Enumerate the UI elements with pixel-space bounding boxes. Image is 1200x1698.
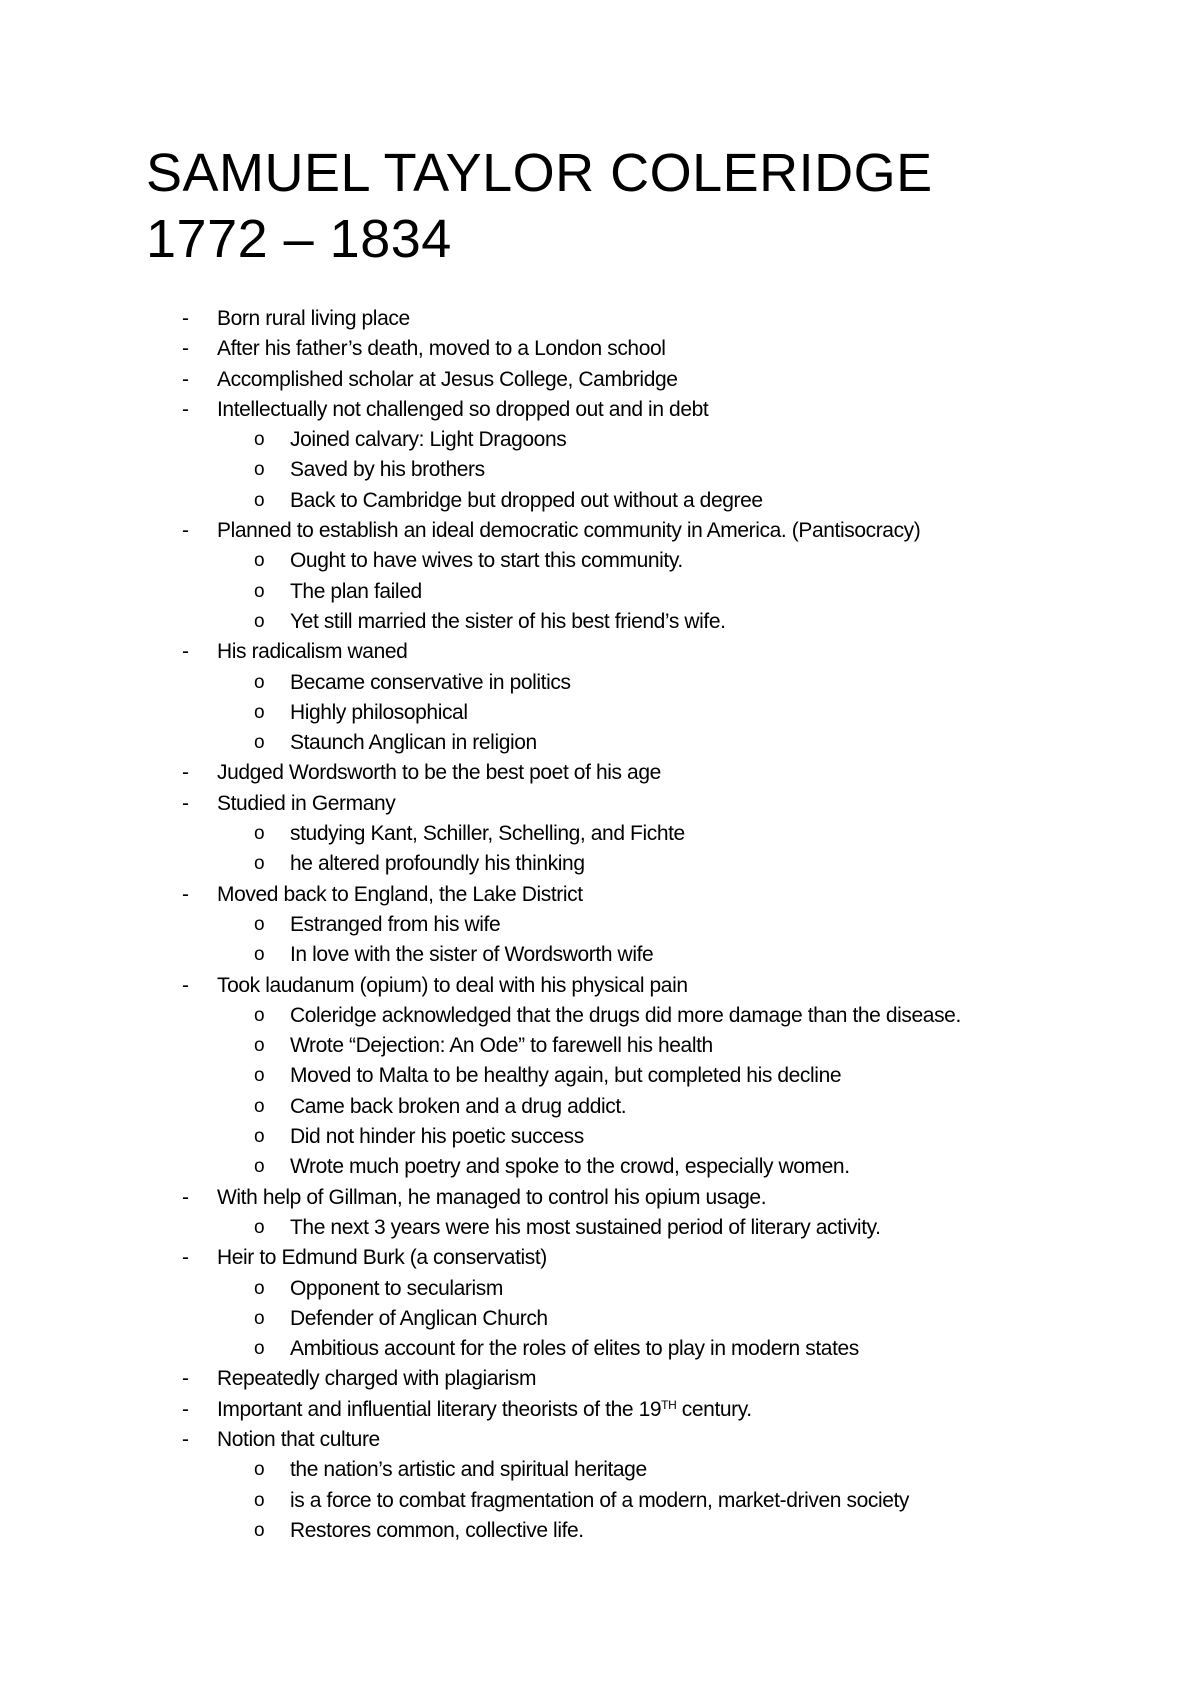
list-item: [0, 334, 1200, 364]
sub-list-item: [0, 1152, 1200, 1182]
circle-bullet-icon: o: [254, 732, 265, 754]
list-item-text: [290, 1122, 584, 1152]
list-item-text: [290, 1031, 713, 1061]
list-item: [0, 1395, 1200, 1425]
item-text: In love with the sister of Wordsworth wife: [290, 943, 654, 967]
circle-bullet-icon: o: [254, 701, 265, 723]
list-item-text: [290, 1304, 548, 1334]
dash-bullet-icon: -: [182, 1367, 189, 1391]
item-text: studying Kant, Schiller, Schelling, and Fichte: [290, 822, 685, 846]
list-item-text: [290, 1334, 859, 1364]
item-text: Opponent to secularism: [290, 1276, 503, 1300]
circle-bullet-icon: o: [254, 853, 265, 875]
dash-bullet-icon: -: [182, 973, 189, 997]
list-item-text: [217, 789, 395, 819]
circle-bullet-icon: o: [254, 489, 265, 511]
item-text: Ambitious account for the roles of elites to play in modern states: [290, 1337, 859, 1361]
sub-list-item: [0, 1486, 1200, 1516]
bullet-list: [0, 304, 1200, 1546]
list-item-text: [290, 728, 537, 758]
item-text: Repeatedly charged with plagiarism: [217, 1367, 537, 1391]
sub-list-item: [0, 1455, 1200, 1485]
list-item-text: [290, 940, 653, 970]
circle-bullet-icon: o: [254, 1307, 265, 1329]
circle-bullet-icon: o: [254, 1216, 265, 1238]
circle-bullet-icon: o: [254, 459, 265, 481]
sub-list-item: [0, 940, 1200, 970]
list-item-text: [290, 546, 683, 576]
item-text: Wrote much poetry and spoke to the crowd, especially women.: [290, 1155, 850, 1179]
list-item-text: [290, 1274, 503, 1304]
list-item-text: [217, 304, 410, 334]
sub-list-item: [0, 455, 1200, 485]
item-text: Wrote “Dejection: An Ode” to farewell his health: [290, 1034, 713, 1058]
dash-bullet-icon: -: [182, 1427, 189, 1451]
item-text: His radicalism waned: [217, 640, 408, 664]
sub-list-item: [0, 849, 1200, 879]
circle-bullet-icon: o: [254, 944, 265, 966]
list-item-text: [290, 698, 468, 728]
item-text: the nation’s artistic and spiritual heritage: [290, 1458, 647, 1482]
title-name: SAMUEL TAYLOR COLERIDGE: [146, 143, 933, 203]
sub-list-item: [0, 1092, 1200, 1122]
list-item: [0, 1243, 1200, 1273]
sub-list-item: [0, 1061, 1200, 1091]
item-text: Became conservative in politics: [290, 670, 571, 694]
item-text: Did not hinder his poetic success: [290, 1125, 584, 1149]
dash-bullet-icon: -: [182, 367, 189, 391]
list-item-text: [217, 1183, 766, 1213]
dash-bullet-icon: -: [182, 761, 189, 785]
list-item-text: [217, 365, 678, 395]
circle-bullet-icon: o: [254, 1519, 265, 1541]
list-item: [0, 1364, 1200, 1394]
list-item-text: [290, 849, 585, 879]
list-item-text: [290, 425, 566, 455]
list-item: [0, 304, 1200, 334]
item-text: After his father’s death, moved to a London school: [217, 337, 666, 361]
list-item-text: [290, 577, 422, 607]
list-item-text: [217, 637, 407, 667]
sub-list-item: [0, 728, 1200, 758]
list-item-text: [217, 1395, 752, 1425]
sub-list-item: [0, 546, 1200, 576]
dash-bullet-icon: -: [182, 882, 189, 906]
circle-bullet-icon: o: [254, 610, 265, 632]
list-item-text: [290, 819, 685, 849]
item-text: Notion that culture: [217, 1427, 380, 1451]
sub-list-item: [0, 1001, 1200, 1031]
list-item-text: [290, 1516, 584, 1546]
dash-bullet-icon: -: [182, 791, 189, 815]
item-text: Intellectually not challenged so dropped out and in debt: [217, 397, 709, 421]
title-years: 1772 – 1834: [146, 209, 452, 269]
dash-bullet-icon: -: [182, 519, 189, 543]
list-item: [0, 395, 1200, 425]
item-text: Estranged from his wife: [290, 912, 501, 936]
item-text: is a force to combat fragmentation of a modern, market-driven society: [290, 1488, 910, 1512]
item-text: Restores common, collective life.: [290, 1518, 584, 1542]
item-text: Heir to Edmund Burk (a conservatist): [217, 1246, 547, 1270]
sub-list-item: [0, 1213, 1200, 1243]
circle-bullet-icon: o: [254, 1277, 265, 1299]
list-item: [0, 880, 1200, 910]
sub-list-item: [0, 1304, 1200, 1334]
circle-bullet-icon: o: [254, 429, 265, 451]
sub-list-item: [0, 1334, 1200, 1364]
circle-bullet-icon: o: [254, 1459, 265, 1481]
list-item-text: [217, 516, 920, 546]
sub-list-item: [0, 486, 1200, 516]
list-item: [0, 971, 1200, 1001]
list-item: [0, 365, 1200, 395]
circle-bullet-icon: o: [254, 913, 265, 935]
item-text: Saved by his brothers: [290, 458, 485, 482]
circle-bullet-icon: o: [254, 1156, 265, 1178]
item-text: The plan failed: [290, 579, 422, 603]
item-text: Planned to establish an ideal democratic community in America. (Pantisocracy): [217, 519, 921, 543]
item-text: Highly philosophical: [290, 700, 468, 724]
list-item: [0, 758, 1200, 788]
circle-bullet-icon: o: [254, 580, 265, 602]
sub-list-item: [0, 607, 1200, 637]
circle-bullet-icon: o: [254, 1489, 265, 1511]
list-item-text: [217, 1425, 380, 1455]
circle-bullet-icon: o: [254, 1126, 265, 1148]
sub-list-item: [0, 910, 1200, 940]
list-item-text: [217, 880, 583, 910]
list-item-text: [217, 1364, 536, 1394]
item-text: Took laudanum (opium) to deal with his physical pain: [217, 973, 688, 997]
sub-list-item: [0, 698, 1200, 728]
circle-bullet-icon: o: [254, 1095, 265, 1117]
item-text: Came back broken and a drug addict.: [290, 1094, 627, 1118]
list-item-text: [217, 758, 661, 788]
list-item-text: [290, 455, 485, 485]
list-item-text: [290, 607, 726, 637]
item-text: Born rural living place: [217, 307, 410, 330]
list-item-text: [290, 1092, 626, 1122]
sub-list-item: [0, 577, 1200, 607]
list-item-text: [217, 395, 708, 425]
circle-bullet-icon: o: [254, 1065, 265, 1087]
list-item: [0, 789, 1200, 819]
document-title: [146, 140, 933, 272]
circle-bullet-icon: o: [254, 823, 265, 845]
item-text: Moved to Malta to be healthy again, but completed his decline: [290, 1064, 842, 1088]
circle-bullet-icon: o: [254, 1338, 265, 1360]
dash-bullet-icon: -: [182, 640, 189, 664]
list-item-text: [217, 1243, 547, 1273]
list-item-text: [290, 486, 763, 516]
list-item-text: [290, 1001, 961, 1031]
list-item-text: [290, 1152, 850, 1182]
list-item-text: [217, 971, 688, 1001]
item-text: Coleridge acknowledged that the drugs did more damage than the disease.: [290, 1003, 961, 1027]
dash-bullet-icon: -: [182, 307, 189, 330]
list-item: [0, 1425, 1200, 1455]
item-text-continued: century.: [676, 1397, 752, 1421]
item-text: Defender of Anglican Church: [290, 1306, 548, 1330]
list-item: [0, 637, 1200, 667]
dash-bullet-icon: -: [182, 337, 189, 361]
circle-bullet-icon: o: [254, 550, 265, 572]
item-text: he altered profoundly his thinking: [290, 852, 585, 876]
circle-bullet-icon: o: [254, 671, 265, 693]
superscript: TH: [661, 1397, 677, 1412]
item-text: Important and influential literary theorists of the 19: [217, 1397, 662, 1421]
sub-list-item: [0, 668, 1200, 698]
sub-list-item: [0, 819, 1200, 849]
item-text: With help of Gillman, he managed to control his opium usage.: [217, 1185, 767, 1209]
list-item-text: [290, 1486, 909, 1516]
list-item-text: [290, 1061, 841, 1091]
item-text: Judged Wordsworth to be the best poet of his age: [217, 761, 661, 785]
item-text: Studied in Germany: [217, 791, 396, 815]
list-item-text: [217, 334, 666, 364]
list-item: [0, 516, 1200, 546]
item-text: Staunch Anglican in religion: [290, 731, 537, 755]
list-item-text: [290, 668, 571, 698]
circle-bullet-icon: o: [254, 1004, 265, 1026]
item-text: Yet still married the sister of his best friend’s wife.: [290, 609, 726, 633]
list-item-text: [290, 1455, 647, 1485]
item-text: Back to Cambridge but dropped out without a degree: [290, 488, 763, 512]
sub-list-item: [0, 1122, 1200, 1152]
item-text: Accomplished scholar at Jesus College, Cambridge: [217, 367, 678, 391]
dash-bullet-icon: -: [182, 1246, 189, 1270]
list-item-text: [290, 1213, 881, 1243]
circle-bullet-icon: o: [254, 1035, 265, 1057]
sub-list-item: [0, 1274, 1200, 1304]
sub-list-item: [0, 425, 1200, 455]
dash-bullet-icon: -: [182, 1185, 189, 1209]
sub-list-item: [0, 1516, 1200, 1546]
list-item-text: [290, 910, 500, 940]
sub-list-item: [0, 1031, 1200, 1061]
item-text: Joined calvary: Light Dragoons: [290, 428, 567, 452]
dash-bullet-icon: -: [182, 397, 189, 421]
item-text: Ought to have wives to start this community.: [290, 549, 683, 573]
dash-bullet-icon: -: [182, 1397, 189, 1421]
list-item: [0, 1183, 1200, 1213]
item-text: The next 3 years were his most sustained period of literary activity.: [290, 1215, 881, 1239]
item-text: Moved back to England, the Lake District: [217, 882, 583, 906]
